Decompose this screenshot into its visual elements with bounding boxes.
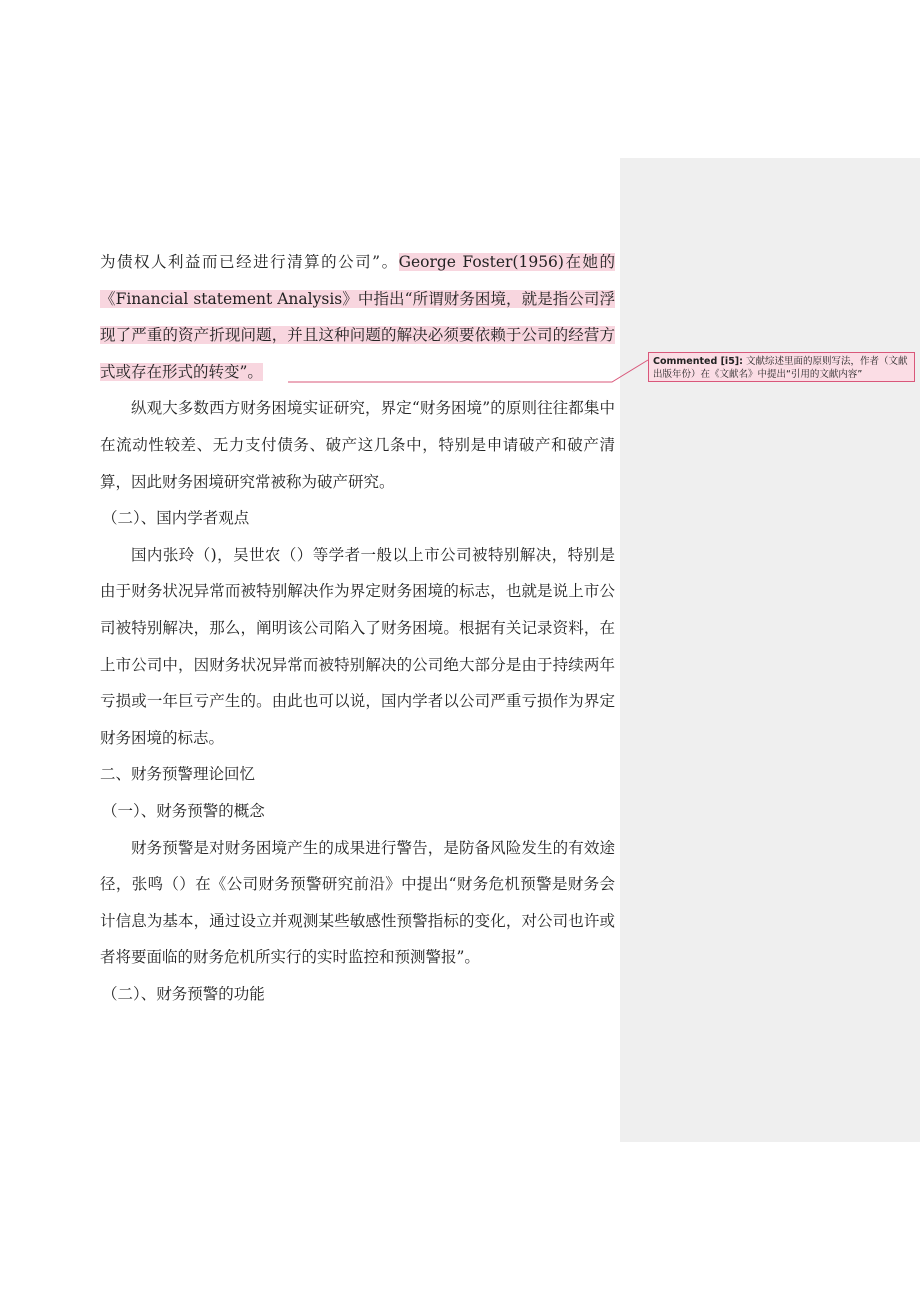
paragraph-3: 国内张玲（)，吴世农（）等学者一般以上市公司被特别解决，特别是由于财务状况异常而被特别解决作为界定财务困境的标志，也就是说上市公司被特别解决，那么，阐明该公司陷入了财务困境。根据有关记录资料，在上市公司中，因财务状况异常而被特别解决的公司绝大部分是由于持续两年亏损或一年巨亏产生的。由此也可以说，国内学者以公司严重亏损作为界定财务困境的标志。 [100,545,615,747]
paragraph-4: 财务预警是对财务困境产生的成果进行警告，是防备风险发生的有效途径，张鸣（）在《公司财务预警研究前沿》中提出“财务危机预警是财务会计信息为基本，通过设立并观测某些敏感性预警指标的变化，对公司也许或者将要面临的财务危机所实行的实时监控和预测警报”。 [100,838,615,967]
heading-concept: （一）、财务预警的概念 [102,801,265,820]
heading-domestic-views: （二）、国内学者观点 [102,509,250,528]
commented-highlight[interactable]: George Foster(1956)在她的《Financial statement Analysis》中指出“所谓财务困境，就是指公司浮现了严重的资产折现问题，并且这种问题的解决必须要依赖于公司的经营方式或存在形式的转变”。 [100,253,615,381]
paragraph-1-text: 为债权人利益而已经进行清算的公司”。 [100,253,399,271]
paragraph-2: 纵观大多数西方财务困境实证研究，界定“财务困境”的原则往往都集中在流动性较差、无力支付债务、破产这几条中，特别是申请破产和破产清算，因此财务困境研究常被称为破产研究。 [100,399,615,491]
comment-text: 文献综述里面的原则写法，作者（文献出版年份）在《文献名》中提出“引用的文献内容” [653,356,908,380]
heading-section-2: 二、财务预警理论回忆 [100,765,256,784]
comment-author: Commented [i5]: [653,356,743,367]
heading-function: （二）、财务预警的功能 [102,984,265,1003]
comment-balloon[interactable] [648,352,915,382]
paragraph-1 [100,244,615,390]
comment-margin-pane [620,158,920,1142]
document-body [100,244,615,1012]
